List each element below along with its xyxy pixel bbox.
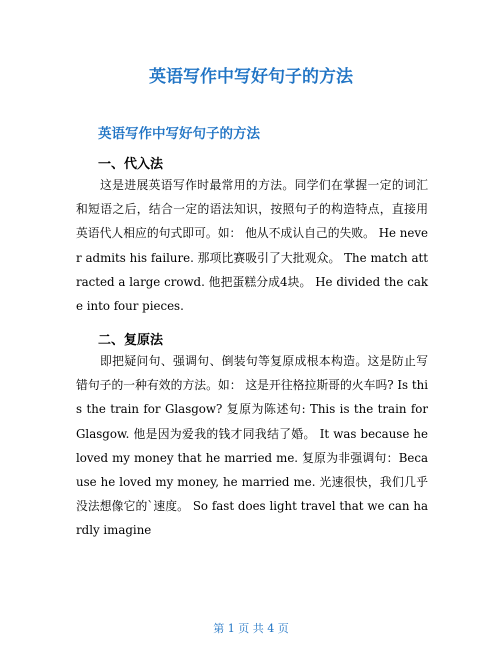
page-number-footer: 第 1 页 共 4 页 xyxy=(213,622,289,635)
section-heading-restoration: 二、复原法 xyxy=(98,333,164,348)
section-paragraph-substitution: 这是进展英语写作时最常用的方法。同学们在掌握一定的词汇和短语之后，结合一定的语法知识，按照句子的构造特点，直接用英语代人相应的句式即可。如： 他从不成认自己的失败。 He never admits his failure. 那项比赛吸引了大批观众。 The match attracted a large crowd. 他把蛋糕分成4块。 He divided the cake into four pieces. xyxy=(76,178,428,314)
document-title: 英语写作中写好句子的方法 xyxy=(149,67,353,87)
section-paragraph-restoration: 即把疑问句、强调句、倒装句等复原成根本构造。这是防止写错句子的一种有效的方法。如： 这是开往格拉斯哥的火车吗? Is this the train for Glasgow? 复原为陈述句: This is the train for Glasgow. 他是因为爱我的钱才同我结了婚。 It was because he loved my money that he married me. 复原为非强调句：Because he loved my money, he married me. 光速很快，我们几乎没法想像它的`速度。 So fast does light travel that we can hardly imagine xyxy=(76,354,428,538)
section-heading-substitution: 一、代入法 xyxy=(98,157,164,172)
document-subtitle: 英语写作中写好句子的方法 xyxy=(98,126,260,142)
